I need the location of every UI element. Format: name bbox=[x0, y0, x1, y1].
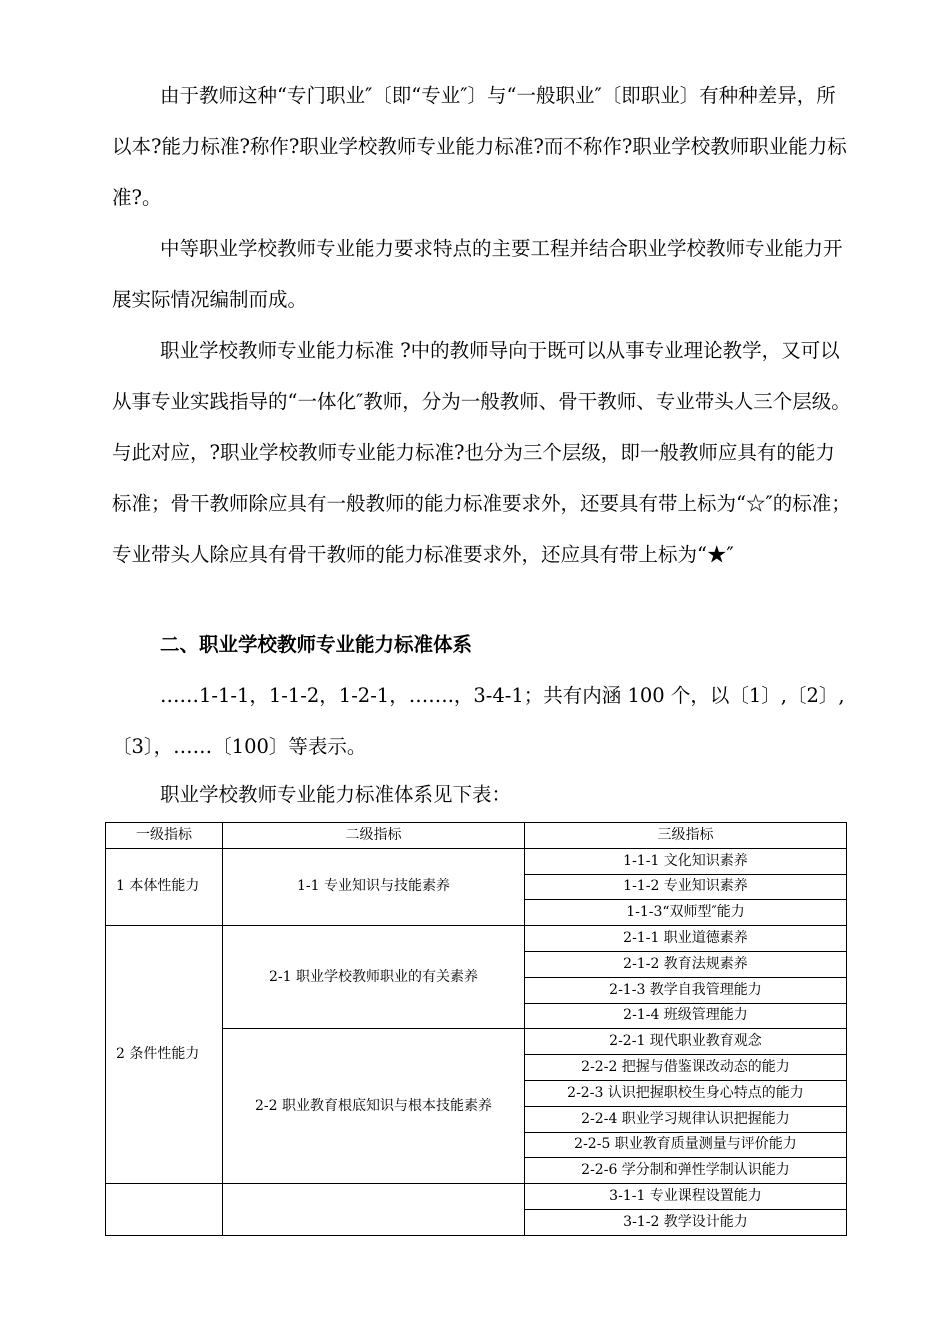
level3-cell: 2-2-3 认识把握职校生身心特点的能力 bbox=[525, 1080, 847, 1106]
level3-cell: 2-2-5 职业教育质量测量与评价能力 bbox=[525, 1132, 847, 1158]
level3-cell: 2-2-6 学分制和弹性学制认识能力 bbox=[525, 1158, 847, 1184]
level3-cell: 2-1-4 班级管理能力 bbox=[525, 1003, 847, 1029]
section-heading: 二、职业学校教师专业能力标准体系 bbox=[160, 633, 473, 656]
level3-cell: 3-1-2 教学设计能力 bbox=[525, 1209, 847, 1235]
level2-cell: 1-1 专业知识与技能素养 bbox=[223, 848, 525, 925]
paragraph-3: 职业学校教师专业能力标准 ?中的教师导向于既可以从事专业理论教学，又可以从事专业实践指导的“一体化″教师，分为一般教师、骨干教师、专业带头人三个层级。与此对应，?职业学校教师专业能力标准?也分为三个层级，即一般教师应具有的能力标准；骨干教师除应具有一般教师的能力标准要求外，还要具有带上标为“☆″的标准；专业带头人除应具有骨干教师的能力标准要求外，还应具有带上标为“★″ bbox=[112, 339, 851, 566]
level3-cell: 2-2-2 把握与借鉴课改动态的能力 bbox=[525, 1055, 847, 1081]
level1-cell: 1 本体性能力 bbox=[106, 848, 223, 925]
paragraph-1: 由于教师这种“专门职业″〔即“专业″〕与“一般职业″〔即职业〕有种种差异，所以本?能力标准?称作?职业学校教师专业能力标准?而不称作?职业学校教师职业能力标准?。 bbox=[112, 84, 847, 209]
header-level3: 三级指标 bbox=[525, 823, 847, 849]
level3-cell: 2-2-4 职业学习规律认识把握能力 bbox=[525, 1106, 847, 1132]
level3-cell: 1-1-3“双师型″能力 bbox=[525, 900, 847, 926]
level2-cell bbox=[223, 1184, 525, 1236]
level3-cell: 2-1-2 教育法规素养 bbox=[525, 951, 847, 977]
level3-cell: 2-1-1 职业道德素养 bbox=[525, 926, 847, 952]
level1-cell: 2 条件性能力 bbox=[106, 926, 223, 1184]
level3-cell: 3-1-1 专业课程设置能力 bbox=[525, 1184, 847, 1210]
paragraph-4: ……1-1-1，1-1-2，1-2-1，…….，3-4-1；共有内涵 100 个，以〔1〕,〔2〕,〔3〕，……〔100〕等表示。 bbox=[112, 684, 845, 758]
level2-cell: 2-2 职业教育根底知识与根本技能素养 bbox=[223, 1029, 525, 1184]
paragraph-5: 职业学校教师专业能力标准体系见下表： bbox=[160, 783, 512, 806]
table-row bbox=[106, 1184, 847, 1210]
table-row bbox=[106, 848, 847, 874]
paragraph-2: 中等职业学校教师专业能力要求特点的主要工程并结合职业学校教师专业能力开展实际情况编制而成。 bbox=[112, 237, 843, 311]
level2-cell: 2-1 职业学校教师职业的有关素养 bbox=[223, 926, 525, 1029]
header-level2: 二级指标 bbox=[223, 823, 525, 849]
table-row bbox=[106, 926, 847, 952]
standards-table bbox=[105, 822, 847, 1236]
level3-cell: 2-2-1 现代职业教育观念 bbox=[525, 1029, 847, 1055]
level3-cell: 1-1-2 专业知识素养 bbox=[525, 874, 847, 900]
table-header-row bbox=[106, 823, 847, 849]
level1-cell bbox=[106, 1184, 223, 1236]
level3-cell: 2-1-3 教学自我管理能力 bbox=[525, 977, 847, 1003]
header-level1: 一级指标 bbox=[106, 823, 223, 849]
level3-cell: 1-1-1 文化知识素养 bbox=[525, 848, 847, 874]
